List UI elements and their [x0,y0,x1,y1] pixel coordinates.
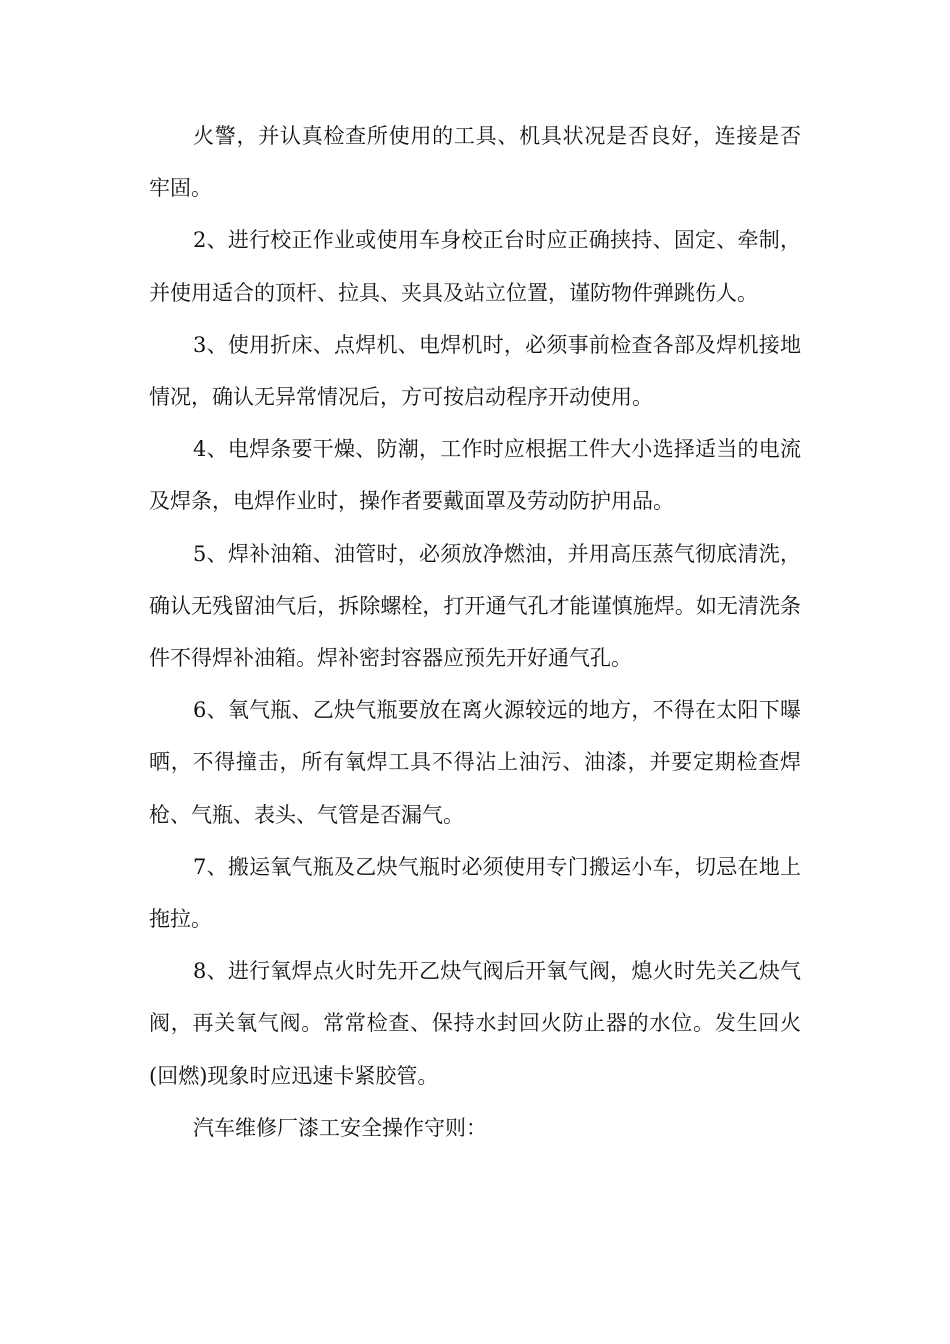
section-heading-paint-safety: 汽车维修厂漆工安全操作守则： [193,1115,487,1140]
paragraph-8: 8、进行氧焊点火时先开乙炔气阀后开氧气阀，熄火时先关乙炔气阀，再关氧气阀。常常检查、保持水封回火防止器的水位。发生回火(回燃)现象时应迅速卡紧胶管。 [149,959,801,1088]
document-body [149,110,801,1154]
paragraph-4: 4、电焊条要干燥、防潮，工作时应根据工件大小选择适当的电流及焊条，电焊作业时，操作者要戴面罩及劳动防护用品。 [149,437,801,514]
paragraph-7: 7、搬运氧气瓶及乙炔气瓶时必须使用专门搬运小车，切忌在地上拖拉。 [149,854,801,932]
paragraph-1: 火警，并认真检查所使用的工具、机具状况是否良好，连接是否牢固。 [149,124,801,201]
paragraph-3: 3、使用折床、点焊机、电焊机时，必须事前检查各部及焊机接地情况，确认无异常情况后，方可按启动程序开动使用。 [149,332,801,410]
paragraph-2: 2、进行校正作业或使用车身校正台时应正确挟持、固定、牵制，并使用适合的顶杆、拉具、夹具及站立位置，谨防物件弹跳伤人。 [149,228,801,305]
paragraph-6: 6、氧气瓶、乙炔气瓶要放在离火源较远的地方，不得在太阳下曝晒，不得撞击，所有氧焊工具不得沾上油污、油漆，并要定期检查焊枪、气瓶、表头、气管是否漏气。 [149,698,801,827]
paragraph-5: 5、焊补油箱、油管时，必须放净燃油，并用高压蒸气彻底清洗，确认无残留油气后，拆除螺栓，打开通气孔才能谨慎施焊。如无清洗条件不得焊补油箱。焊补密封容器应预先开好通气孔。 [149,541,801,671]
